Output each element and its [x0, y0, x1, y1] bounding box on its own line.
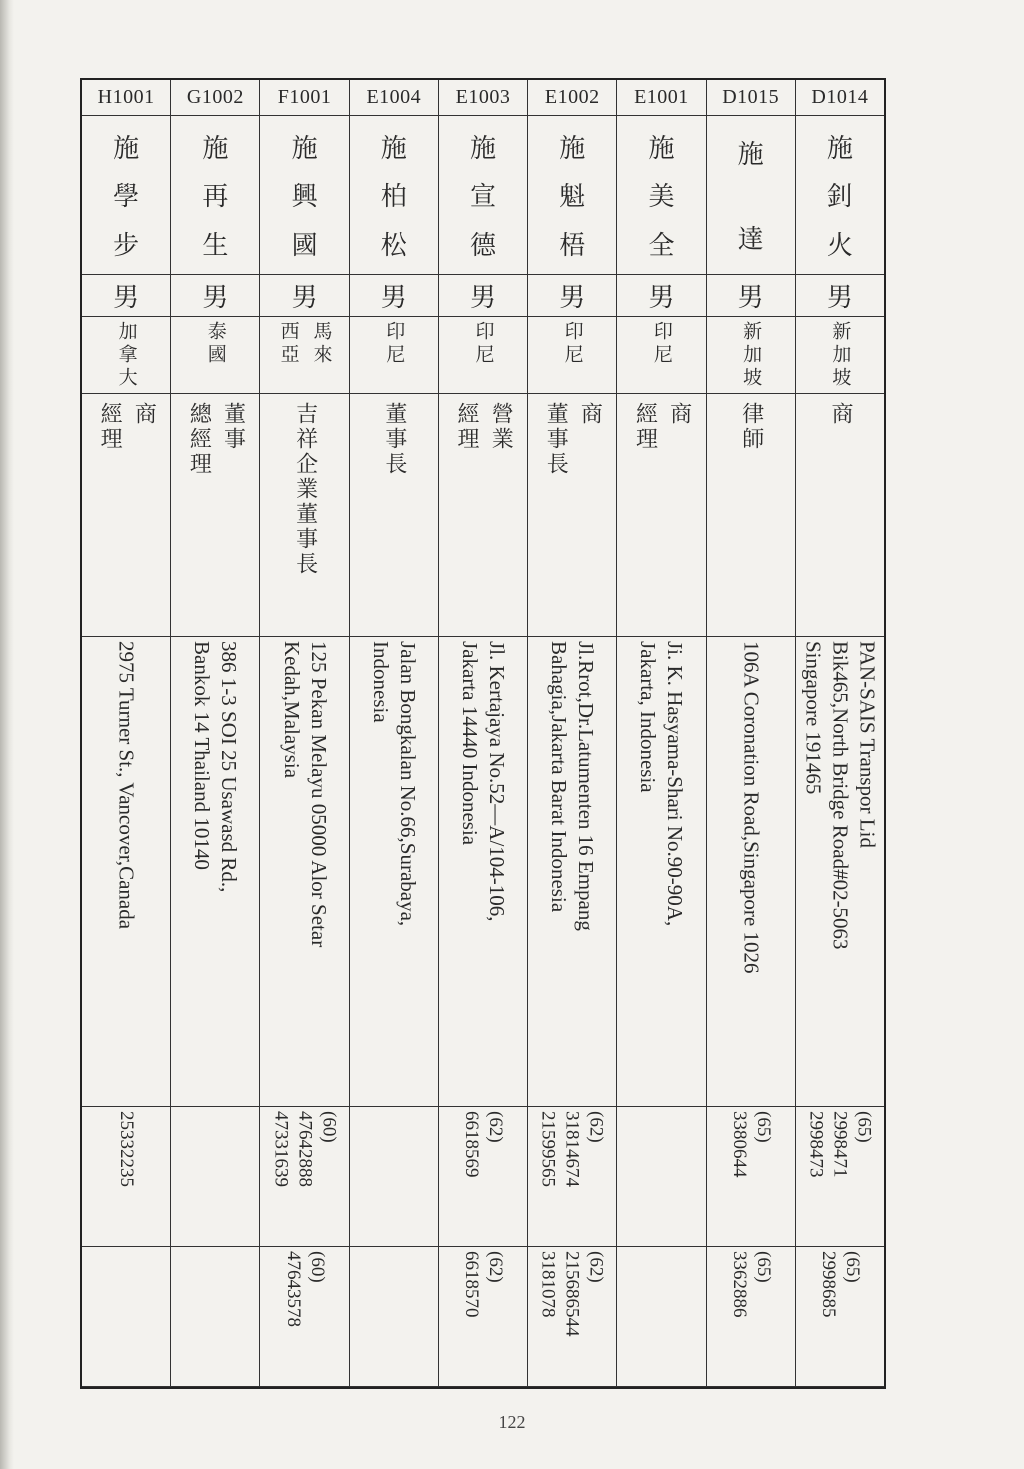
- record-country: [82, 317, 170, 395]
- name-character: 生: [202, 231, 229, 262]
- name-character: 步: [113, 231, 140, 262]
- record-address-text: [800, 641, 881, 1101]
- record-address-line: 106A Coronation Road,Singapore 1026: [739, 641, 764, 974]
- occupation-text: 董事長: [381, 402, 407, 478]
- occupation-text: 董事: [220, 402, 246, 453]
- record-country: [796, 317, 884, 395]
- record-name: [350, 116, 438, 275]
- occupation-text: 商: [131, 402, 157, 428]
- record-code: E1003: [439, 80, 527, 116]
- record-telephone: [796, 1107, 884, 1247]
- record-telephone-text: [459, 1111, 507, 1241]
- occupation-text: 律師: [738, 402, 764, 453]
- record-telephone-line: 2998471: [829, 1111, 851, 1178]
- record-occupation: [260, 394, 348, 637]
- record-address-line: PAN-SAIS Transpor Lid: [855, 641, 880, 849]
- record-column: [527, 80, 616, 1387]
- occupation-text: 經理: [97, 402, 123, 453]
- record-code: D1015: [707, 80, 795, 116]
- record-address-line: Ji. K. Hasyama-Shari No.90-90A,: [663, 641, 688, 927]
- record-fax: [260, 1247, 348, 1387]
- record-telephone: [528, 1107, 616, 1247]
- record-address: [796, 637, 884, 1106]
- record-country: [260, 317, 348, 395]
- record-telephone-line: (62): [484, 1111, 506, 1143]
- name-character: 再: [202, 182, 229, 213]
- country-text: 印尼: [472, 320, 495, 367]
- record-fax-line: (62): [484, 1251, 506, 1284]
- record-address-text: [367, 641, 421, 1101]
- name-character: 美: [648, 182, 675, 213]
- record-fax-line: (65): [841, 1251, 863, 1284]
- record-address-line: Jl.Rrot,Dr.Latumenten 16 Empang: [574, 641, 599, 932]
- record-address: [617, 637, 705, 1106]
- name-character: 學: [113, 182, 140, 213]
- record-gender: 男: [350, 275, 438, 317]
- record-telephone-line: (60): [318, 1111, 340, 1143]
- record-column: [706, 80, 795, 1387]
- name-character: 興: [291, 182, 318, 213]
- record-fax-line: 2998685: [817, 1251, 839, 1318]
- record-address-text: [737, 641, 764, 1101]
- country-text: 印尼: [561, 320, 584, 367]
- record-fax-text: [281, 1251, 329, 1381]
- record-telephone-line: 6618569: [461, 1111, 483, 1178]
- record-telephone: [171, 1107, 259, 1247]
- record-fax-line: 3362886: [728, 1251, 750, 1318]
- record-gender: 男: [439, 275, 527, 317]
- record-telephone: [82, 1107, 170, 1247]
- name-character: 梧: [559, 231, 586, 262]
- record-fax-line: 47643578: [282, 1251, 304, 1328]
- occupation-text: 營業: [488, 402, 514, 453]
- record-column: [349, 80, 438, 1387]
- name-character: 施: [559, 133, 586, 164]
- record-telephone-line: (62): [585, 1111, 607, 1143]
- country-text: 印尼: [650, 320, 673, 367]
- record-address-text: [456, 641, 510, 1101]
- record-occupation: [439, 394, 527, 637]
- record-gender: 男: [528, 275, 616, 317]
- name-character: 施: [380, 133, 407, 164]
- name-character: 釗: [826, 182, 853, 213]
- record-telephone-text: [804, 1111, 875, 1241]
- record-name: [528, 116, 616, 275]
- record-column: [438, 80, 527, 1387]
- record-address: [707, 637, 795, 1106]
- record-name: [439, 116, 527, 275]
- record-telephone: [350, 1107, 438, 1247]
- record-fax: [350, 1247, 438, 1387]
- record-telephone-line: 47642888: [294, 1111, 316, 1188]
- occupation-text: 董事長: [543, 402, 569, 478]
- record-occupation: [796, 394, 884, 637]
- record-fax: [82, 1247, 170, 1387]
- name-character: 魁: [559, 182, 586, 213]
- record-fax-line: 215686544: [562, 1251, 584, 1337]
- record-telephone-line: 3380644: [728, 1111, 750, 1178]
- record-gender: 男: [171, 275, 259, 317]
- record-code: E1004: [350, 80, 438, 116]
- record-address: [82, 637, 170, 1106]
- name-character: 德: [470, 231, 497, 262]
- name-character: 施: [202, 133, 229, 164]
- record-fax: [707, 1247, 795, 1387]
- record-telephone-line: 25332235: [116, 1111, 138, 1188]
- record-name: [82, 116, 170, 275]
- name-character: 國: [291, 231, 318, 262]
- record-address-line: 125 Pekan Melayu 05000 Alor Setar: [306, 641, 331, 948]
- record-address-line: Jakarta 14440 Indonesia: [458, 641, 483, 846]
- occupation-text: 商: [666, 402, 692, 428]
- occupation-text: 經理: [454, 402, 480, 453]
- record-fax-line: (60): [306, 1251, 328, 1284]
- record-telephone: [707, 1107, 795, 1247]
- record-address-line: Indonesia: [368, 641, 393, 723]
- name-character: 施: [826, 133, 853, 164]
- record-telephone-line: (65): [853, 1111, 875, 1143]
- name-character: 全: [648, 231, 675, 262]
- record-address-line: 386 1-3 SOI 25 Usawasd Rd.,: [217, 641, 242, 893]
- country-text: 印尼: [383, 320, 406, 367]
- record-address-line: Bik465,North Bridge Road#02-5063: [828, 641, 853, 950]
- record-address: [260, 637, 348, 1106]
- record-code: E1002: [528, 80, 616, 116]
- name-character: 施: [737, 139, 764, 170]
- occupation-text: 商: [577, 402, 603, 428]
- record-column: [82, 80, 170, 1387]
- record-telephone-text: [727, 1111, 775, 1241]
- record-fax-text: [459, 1251, 507, 1381]
- record-gender: 男: [707, 275, 795, 317]
- record-occupation: [171, 394, 259, 637]
- occupation-text: 總經理: [186, 402, 212, 478]
- page-number: 122: [498, 1412, 526, 1432]
- record-gender: 男: [82, 275, 170, 317]
- record-address-line: Bankok 14 Thailand 10140: [190, 641, 215, 871]
- record-country: [350, 317, 438, 395]
- page-binding-shadow: [0, 0, 14, 1469]
- record-telephone: [617, 1107, 705, 1247]
- record-address-line: Jalan Bongkalan No.66,Surabaya,: [395, 641, 420, 927]
- record-name: [707, 116, 795, 275]
- record-fax-line: (65): [752, 1251, 774, 1284]
- record-address-text: [635, 641, 689, 1101]
- record-fax-text: [816, 1251, 864, 1381]
- record-gender: 男: [260, 275, 348, 317]
- country-text: 西亞: [277, 320, 300, 367]
- record-fax-line: 6618570: [461, 1251, 483, 1318]
- record-telephone: [260, 1107, 348, 1247]
- record-address-text: [113, 641, 140, 1101]
- name-character: 施: [291, 133, 318, 164]
- country-text: 新加坡: [829, 320, 852, 390]
- record-address-line: Kedah,Malaysia: [279, 641, 304, 779]
- record-address: [171, 637, 259, 1106]
- record-occupation: [528, 394, 616, 637]
- record-column: [795, 80, 884, 1387]
- name-character: 火: [826, 231, 853, 262]
- record-fax: [617, 1247, 705, 1387]
- country-text: 加拿大: [115, 320, 138, 390]
- record-occupation: [617, 394, 705, 637]
- country-text: 新加坡: [740, 320, 763, 390]
- record-fax: [796, 1247, 884, 1387]
- record-address-text: [278, 641, 332, 1101]
- name-character: 施: [648, 133, 675, 164]
- record-gender: 男: [796, 275, 884, 317]
- record-name: [260, 116, 348, 275]
- name-character: 宣: [470, 182, 497, 213]
- country-text: 泰國: [204, 320, 227, 367]
- record-address-line: Jl. Kertajaya No.52—A/104-106,: [484, 641, 509, 922]
- record-fax-line: 3181078: [538, 1251, 560, 1318]
- record-telephone: [439, 1107, 527, 1247]
- name-character: 達: [737, 224, 764, 255]
- record-country: [171, 317, 259, 395]
- occupation-text: 經理: [632, 402, 658, 453]
- record-occupation: [707, 394, 795, 637]
- record-fax-text: [727, 1251, 775, 1381]
- record-address-line: Singapore 191465: [801, 641, 826, 795]
- record-address: [439, 637, 527, 1106]
- record-code: D1014: [796, 80, 884, 116]
- record-country: [439, 317, 527, 395]
- record-fax: [528, 1247, 616, 1387]
- occupation-text: 商: [827, 402, 853, 428]
- record-code: E1001: [617, 80, 705, 116]
- record-address-text: [545, 641, 599, 1101]
- record-code: H1001: [82, 80, 170, 116]
- record-country: [528, 317, 616, 395]
- record-address-line: Jakarta, Indonesia: [636, 641, 661, 793]
- record-column: [170, 80, 259, 1387]
- record-address-line: 2975 Turner St., Vancover,Canada: [114, 641, 139, 930]
- record-name: [796, 116, 884, 275]
- record-occupation: [350, 394, 438, 637]
- record-telephone-line: (65): [752, 1111, 774, 1143]
- record-telephone-text: [114, 1111, 138, 1241]
- record-name: [617, 116, 705, 275]
- record-fax: [171, 1247, 259, 1387]
- record-address: [350, 637, 438, 1106]
- record-telephone-line: 2998473: [806, 1111, 828, 1178]
- record-country: [707, 317, 795, 395]
- record-address: [528, 637, 616, 1106]
- record-country: [617, 317, 705, 395]
- record-telephone-line: 47331639: [270, 1111, 292, 1188]
- record-column: [616, 80, 705, 1387]
- record-telephone-text: [537, 1111, 608, 1241]
- record-fax-line: (62): [585, 1251, 607, 1284]
- name-character: 施: [113, 133, 140, 164]
- record-code: F1001: [260, 80, 348, 116]
- name-character: 施: [470, 133, 497, 164]
- occupation-text: 吉祥企業董事長: [292, 402, 318, 578]
- directory-table: [80, 78, 886, 1389]
- name-character: 柏: [380, 182, 407, 213]
- name-character: 松: [380, 231, 407, 262]
- record-telephone-line: 21599565: [538, 1111, 560, 1188]
- record-column: [259, 80, 348, 1387]
- record-address-line: Bahagia,Jakarta Barat Indonesia: [547, 641, 572, 913]
- record-fax-text: [537, 1251, 608, 1381]
- record-telephone-text: [269, 1111, 340, 1241]
- record-telephone-line: 31814674: [562, 1111, 584, 1188]
- record-address-text: [188, 641, 242, 1101]
- record-code: G1002: [171, 80, 259, 116]
- country-text: 馬來: [310, 320, 333, 367]
- record-occupation: [82, 394, 170, 637]
- record-gender: 男: [617, 275, 705, 317]
- record-name: [171, 116, 259, 275]
- record-fax: [439, 1247, 527, 1387]
